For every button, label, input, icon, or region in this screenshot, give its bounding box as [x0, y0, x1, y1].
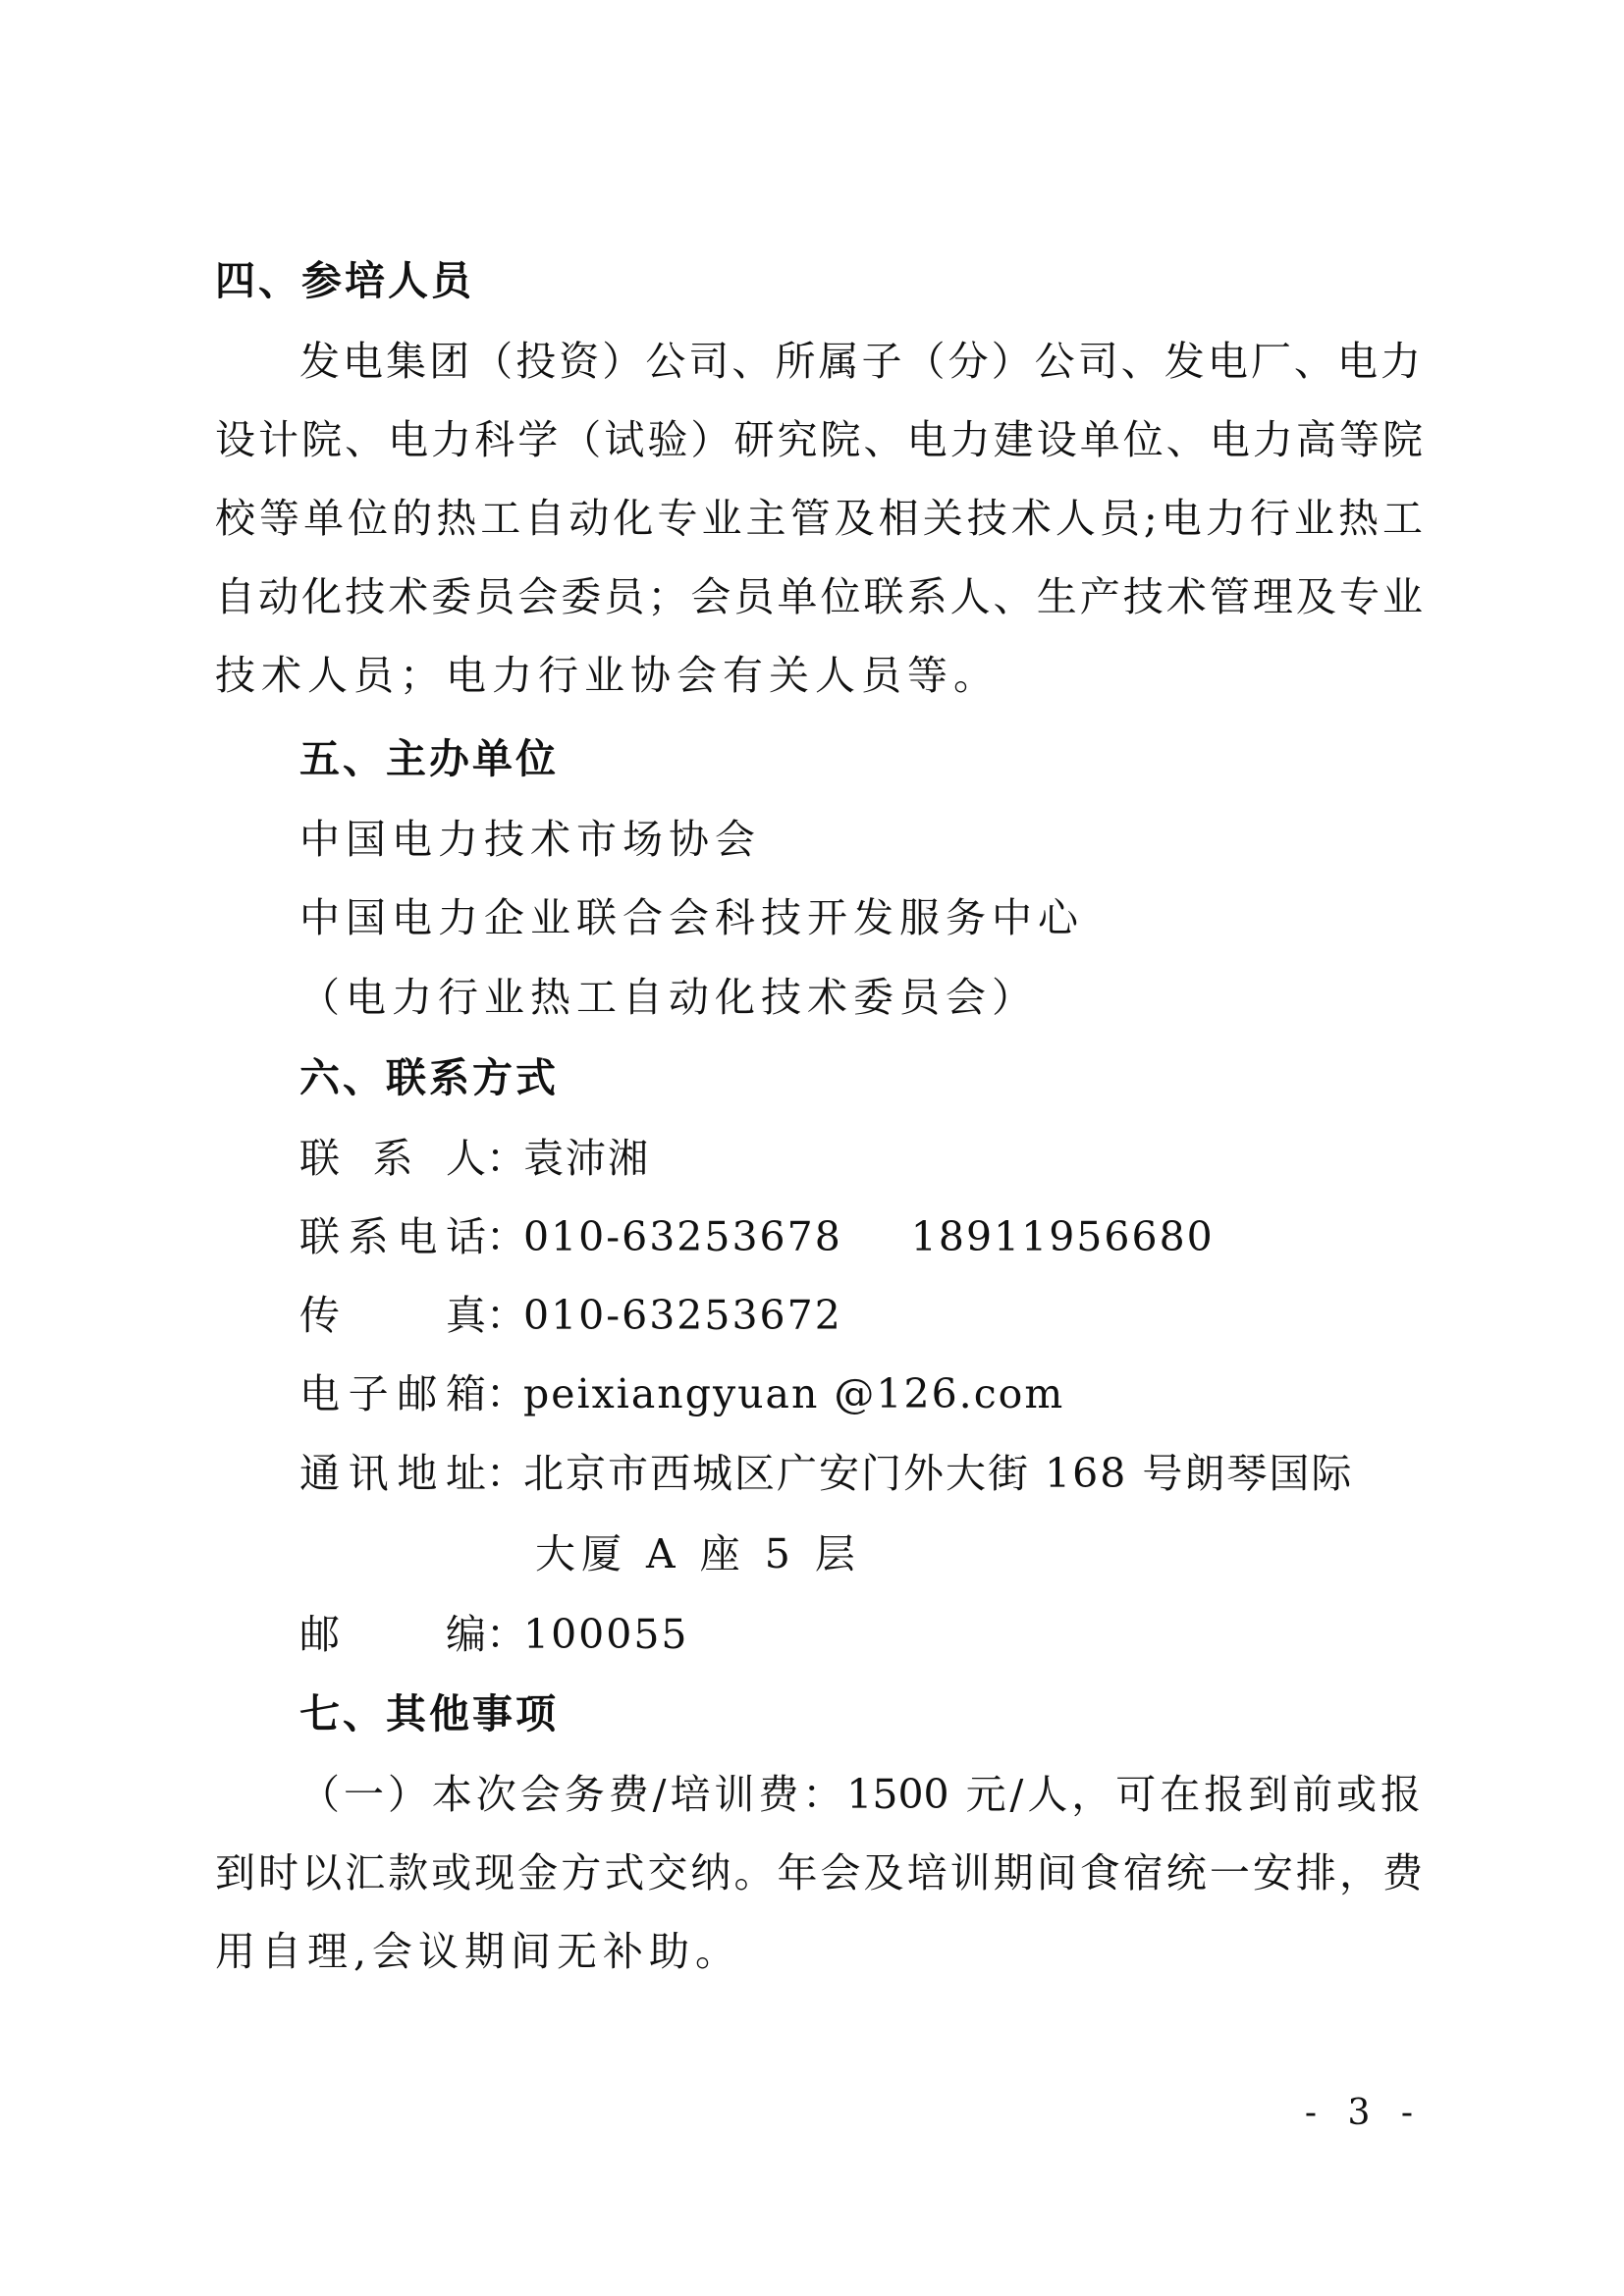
contact-person-label: 联系人 — [299, 1135, 486, 1182]
contact-person-row — [299, 1131, 650, 1186]
zip-value: 100055 — [523, 1611, 689, 1658]
fax-label: 传真 — [299, 1292, 486, 1339]
phone-value: 010-63253678 — [523, 1213, 842, 1260]
fax-value: 010-63253672 — [523, 1292, 842, 1339]
section-7-line-2: 到时以汇款或现金方式交纳。年会及培训期间食宿统一安排，费 — [215, 1849, 1423, 1896]
section-7-line-3: 用自理,会议期间无补助。 — [215, 1928, 742, 1975]
section-4-line-3: 校等单位的热工自动化专业主管及相关技术人员;电力行业热工 — [215, 495, 1423, 542]
section-4-line-5: 技术人员；电力行业协会有关人员等。 — [215, 652, 1000, 699]
zip-row — [299, 1607, 689, 1662]
colon: ： — [486, 1292, 532, 1339]
contact-person-value: 袁沛湘 — [523, 1135, 650, 1182]
colon: ： — [486, 1611, 532, 1658]
zip-label: 邮编 — [299, 1611, 486, 1658]
fax-row — [299, 1288, 842, 1343]
section-5-heading: 五、主办单位 — [299, 735, 559, 782]
section-4-line-2: 设计院、电力科学（试验）研究院、电力建设单位、电力高等院 — [215, 416, 1423, 463]
section-4-line-4: 自动化技术委员会委员；会员单位联系人、生产技术管理及专业 — [215, 573, 1423, 620]
address-row — [299, 1446, 1353, 1501]
colon: ： — [486, 1135, 532, 1182]
section-7-line-1: （一）本次会务费/培训费：1500 元/人，可在报到前或报 — [299, 1771, 1421, 1818]
colon: ： — [486, 1370, 532, 1417]
section-4-line-1: 发电集团（投资）公司、所属子（分）公司、发电厂、电力 — [299, 338, 1421, 385]
section-4-heading: 四、参培人员 — [215, 257, 474, 304]
section-6-heading: 六、联系方式 — [299, 1054, 559, 1101]
organizer-2-note: （电力行业热工自动化技术委员会） — [299, 974, 1038, 1021]
organizer-1: 中国电力技术市场协会 — [299, 816, 761, 863]
email-label: 电子邮箱 — [299, 1370, 486, 1417]
email-value: peixiangyuan @126.com — [523, 1370, 1065, 1417]
email-row — [299, 1366, 1064, 1421]
address-label: 通讯地址 — [299, 1450, 486, 1497]
phone-label: 联系电话 — [299, 1213, 486, 1260]
organizer-2: 中国电力企业联合会科技开发服务中心 — [299, 894, 1084, 941]
mobile-value: 18911956680 — [910, 1213, 1215, 1260]
section-7-heading: 七、其他事项 — [299, 1690, 559, 1737]
phone-row — [299, 1209, 1215, 1264]
page-number: - 3 - — [1304, 2093, 1423, 2133]
address-line-1: 北京市西城区广安门外大街 168 号朗琴国际 — [523, 1450, 1354, 1497]
colon: ： — [486, 1450, 532, 1497]
colon: ： — [486, 1213, 532, 1260]
address-line-2: 大厦 A 座 5 层 — [535, 1530, 861, 1577]
